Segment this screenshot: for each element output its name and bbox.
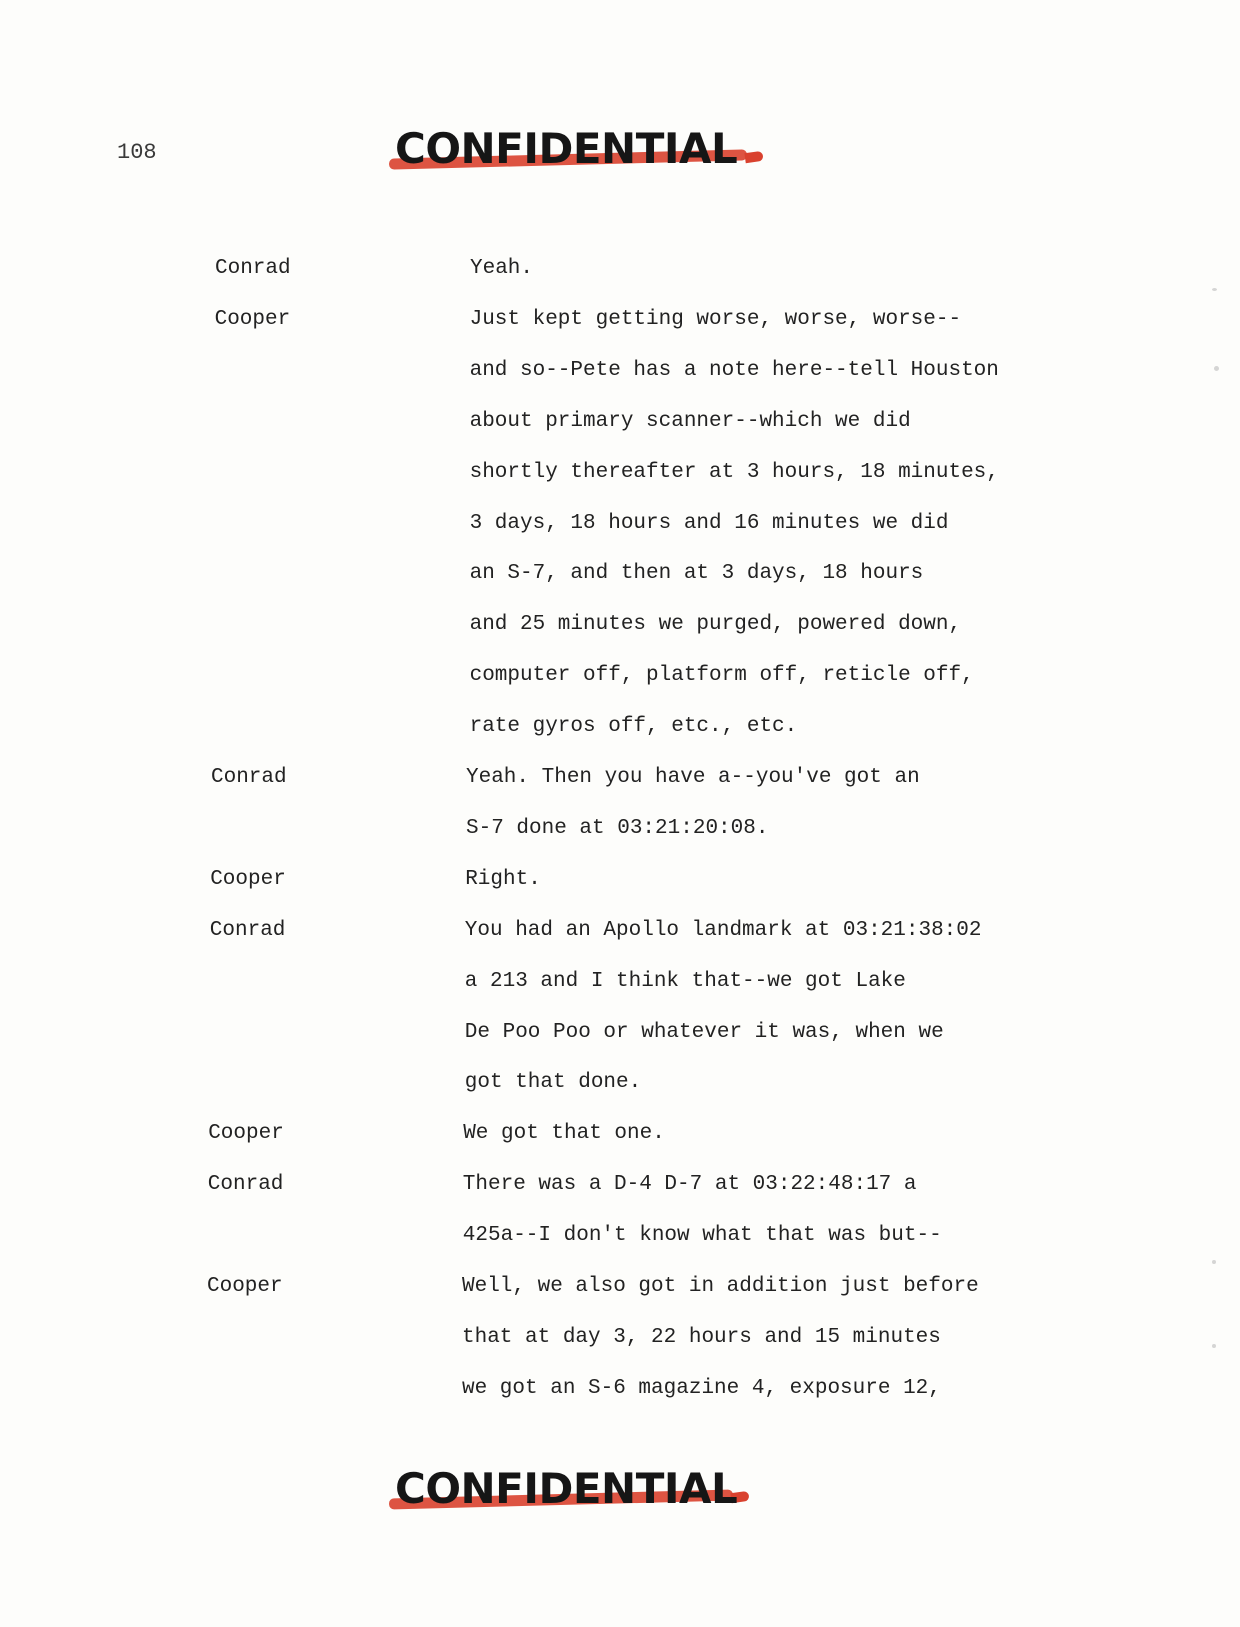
transcript-line: Yeah. Then you have a--you've got an <box>466 766 920 789</box>
transcript-line: we got an S-6 magazine 4, exposure 12, <box>462 1376 941 1400</box>
transcript-line: Well, we also got in addition just before <box>462 1275 979 1298</box>
paper-speck <box>1214 366 1219 371</box>
transcript-line: an S-7, and then at 3 days, 18 hours <box>469 562 924 586</box>
stamp-text: CONFIDENTIAL <box>395 1464 738 1513</box>
transcript-line: We got that one. <box>463 1122 665 1146</box>
transcript-line: a 213 and I think that--we got Lake <box>464 969 906 993</box>
transcript-line: You had an Apollo landmark at 03:21:38:02 <box>464 918 982 942</box>
transcript-line: rate gyros off, etc., etc. <box>469 715 798 739</box>
transcript-line: computer off, platform off, reticle off, <box>469 664 974 688</box>
speaker-name: Cooper <box>214 307 291 331</box>
confidential-stamp-bottom <box>395 1464 737 1513</box>
paper-speck <box>1212 1344 1216 1348</box>
transcript-line: Right. <box>465 867 541 891</box>
speaker-name: Conrad <box>215 257 291 280</box>
speaker-name: Conrad <box>209 918 286 942</box>
transcript-line: about primary scanner--which we did <box>469 409 911 433</box>
transcript-line: Yeah. <box>470 257 534 280</box>
page-number: 108 <box>117 140 157 165</box>
paper-speck <box>1212 288 1217 291</box>
transcript-line: 425a--I don't know what that was but-- <box>462 1224 942 1248</box>
speaker-name: Conrad <box>211 766 287 789</box>
transcript-line: De Poo Poo or whatever it was, when we <box>464 1020 944 1044</box>
transcript-line: got that done. <box>464 1071 642 1095</box>
transcript-line: 3 days, 18 hours and 16 minutes we did <box>469 511 949 535</box>
paper-speck <box>1212 1260 1216 1264</box>
transcript-line: that at day 3, 22 hours and 15 minutes <box>462 1325 941 1349</box>
transcript-line: There was a D-4 D-7 at 03:22:48:17 a <box>462 1173 917 1197</box>
speaker-name: Cooper <box>210 867 286 891</box>
transcript-line: S-7 done at 03:21:20:08. <box>466 816 769 840</box>
transcript-line: and 25 minutes we purged, powered down, <box>469 613 962 637</box>
transcript-line: shortly thereafter at 3 hours, 18 minutes, <box>469 460 999 484</box>
speaker-name: Cooper <box>207 1275 283 1298</box>
transcript-line: and so--Pete has a note here--tell Houston <box>469 358 999 382</box>
speaker-name: Cooper <box>208 1122 284 1146</box>
speaker-name: Conrad <box>207 1173 284 1197</box>
confidential-stamp-top <box>395 124 737 173</box>
stamp-text: CONFIDENTIAL <box>395 124 738 173</box>
transcript-line: Just kept getting worse, worse, worse-- <box>469 307 962 331</box>
